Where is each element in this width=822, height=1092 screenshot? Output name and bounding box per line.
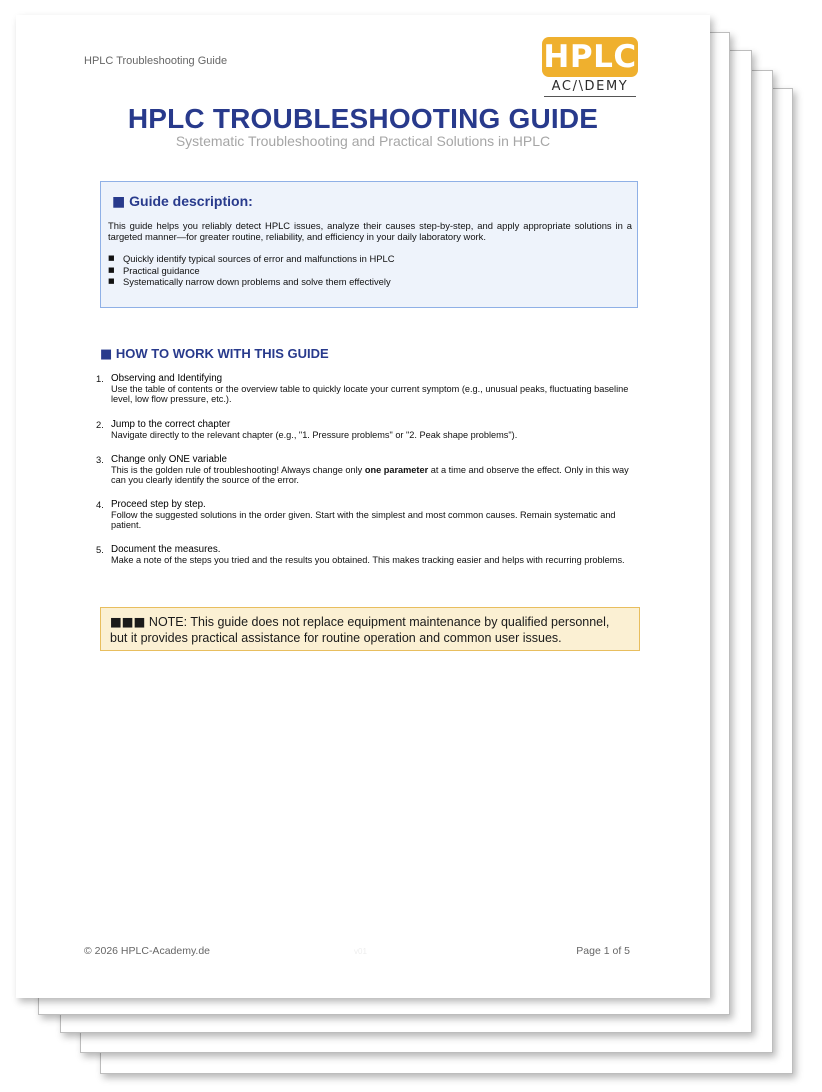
footer-page-number: Page 1 of 5 — [576, 945, 630, 957]
front-page — [16, 15, 710, 998]
step-title: Jump to the correct chapter — [111, 419, 231, 430]
step-body: Use the table of contents or the overview table to quickly locate your current symptom (e.g., unusual peaks, fluctuating baseline level, low flow pressure, etc.). — [111, 384, 629, 404]
step-body: Make a note of the steps you tried and the results you obtained. This makes tracking easier and helps with recurring problems. — [111, 555, 625, 565]
note-text: NOTE: This guide does not replace equipment maintenance by qualified personnel, but it provides practical assistance for routine operation and common user issues. — [110, 615, 610, 645]
running-header: HPLC Troubleshooting Guide — [84, 55, 228, 67]
step-body: Follow the suggested solutions in the order given. Start with the simplest and most common causes. Remain systematic and patient. — [111, 510, 616, 530]
step-number: 1. — [96, 373, 104, 384]
step-title: Document the measures. — [111, 544, 221, 555]
list-item — [108, 265, 394, 277]
page-subtitle: Systematic Troubleshooting and Practical Solutions in HPLC — [175, 133, 551, 149]
guide-description-bullets — [108, 253, 394, 288]
square-bullet-icon: ■ — [108, 277, 115, 286]
square-bullet-icon: ■ — [100, 347, 113, 362]
guide-description-text: This guide helps you reliably detect HPLC issues, analyze their causes step-by-step, and apply appropriate solutions in a targeted manner—for greater routine, reliability, and efficiency in your daily laboratory work. — [108, 220, 632, 242]
logo-mark: HPLC — [543, 39, 637, 75]
note-marker-icon: ■■■ — [110, 614, 146, 629]
footer-copyright: © 2026 HPLC-Academy.de — [84, 945, 211, 957]
how-to-heading — [100, 346, 329, 362]
guide-description-heading-text: Guide description: — [129, 193, 253, 209]
page-title: HPLC TROUBLESHOOTING GUIDE — [127, 103, 599, 134]
step-title: Proceed step by step. — [111, 499, 206, 510]
list-item — [108, 276, 394, 288]
step-title: Observing and Identifying — [111, 373, 223, 384]
square-bullet-icon: ■ — [112, 194, 126, 210]
logo-underline — [544, 96, 636, 97]
bullet-text: Practical guidance — [123, 264, 200, 276]
step-body-text: at a time and observe the effect. Only in this way can you clearly identify the source of the error. — [111, 465, 629, 485]
list-item — [108, 253, 394, 265]
how-to-heading-text: HOW TO WORK WITH THIS GUIDE — [115, 346, 329, 361]
note-callout — [100, 607, 640, 651]
logo-subtext: AC/\DEMY — [551, 79, 629, 94]
square-bullet-icon: ■ — [108, 265, 115, 274]
guide-description-heading — [112, 193, 253, 210]
guide-description-box — [100, 181, 638, 308]
footer-version: v01 — [354, 947, 367, 956]
step-body-text: This is the golden rule of troubleshooting! Always change only — [111, 465, 365, 475]
step-number: 5. — [96, 544, 104, 555]
step-body-emphasis: one parameter — [364, 465, 429, 475]
bullet-text: Quickly identify typical sources of error and malfunctions in HPLC — [123, 253, 395, 264]
square-bullet-icon: ■ — [108, 254, 115, 262]
bullet-text: Systematically narrow down problems and solve them effectively — [123, 276, 391, 288]
step-body: Navigate directly to the relevant chapter (e.g., "1. Pressure problems" or "2. Peak shape problems"). — [111, 430, 518, 440]
step-number: 2. — [96, 419, 104, 430]
hplc-academy-logo — [542, 37, 638, 97]
step-body — [111, 465, 639, 485]
step-title: Change only ONE variable — [111, 454, 227, 465]
step-number: 3. — [96, 454, 104, 465]
step-number: 4. — [96, 499, 104, 510]
